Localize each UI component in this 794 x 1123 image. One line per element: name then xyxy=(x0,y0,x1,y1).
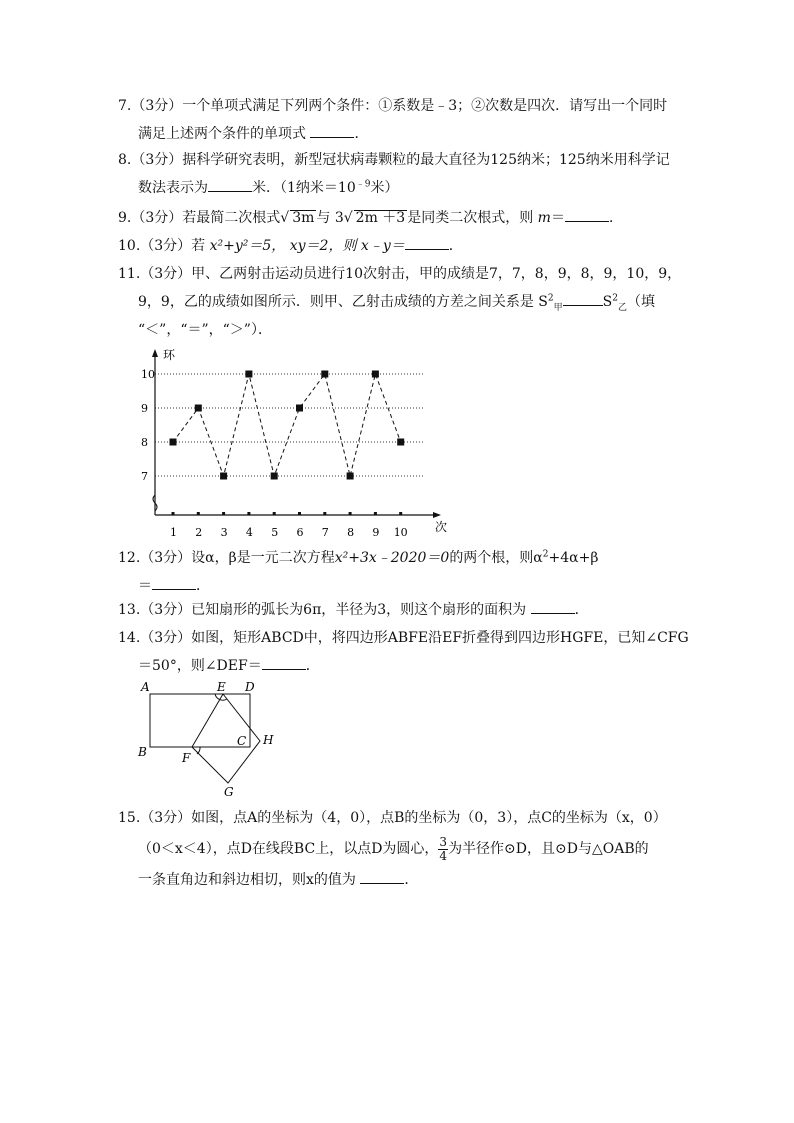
data-point-6 xyxy=(296,405,303,412)
question-12: 12.（3分）设α，β是一元二次方程x²+3x﹣2020＝0的两个根，则$\alpha^2+4\alpha+\beta$ ＝ ． xyxy=(118,549,599,594)
score-line-chart xyxy=(140,345,460,545)
label-f: F xyxy=(182,751,191,765)
x-tick-10 xyxy=(399,512,402,515)
x-tick-label-6: 6 xyxy=(296,526,304,539)
data-point-3 xyxy=(220,473,227,480)
q14-line1: 14.（3分）如图，矩形ABCD中，将四边形ABFE沿EF折叠得到四边形HGFE，已知∠CFG xyxy=(118,630,689,646)
q11-line2: 9，9，乙的成绩如图所示．则甲、乙射击成绩的方差之间关系是 $S^2_甲$ $S^2_乙$（填 xyxy=(118,288,683,316)
x-tick-5 xyxy=(273,512,276,515)
x-tick-label-7: 7 xyxy=(321,526,329,539)
x-tick-label-10: 10 xyxy=(393,526,408,539)
x-tick-7 xyxy=(323,512,326,515)
angle-mark-f xyxy=(197,747,200,754)
data-point-8 xyxy=(347,473,354,480)
question-15: 15.（3分）如图，点A的坐标为（4，0），点B的坐标为（0，3），点C的坐标为（x，0） （0＜x＜4），点D在线段BC上，以点D为圆心， $\frac{3}{4}$ 为半径作⊙D，且⊙D与△OAB的 一条直角边和斜边相切，则x的值为 ． xyxy=(118,804,683,894)
y-tick-label-7: 7 xyxy=(141,470,148,483)
q8-line1: 8.（3分）据科学研究表明，新型冠状病毒颗粒的最大直径为125纳米；125纳米用科学记 xyxy=(118,152,670,168)
question-10: 10.（3分）若 x²+y²＝5， xy＝2，则 x﹣y＝ ． xyxy=(118,232,683,260)
x-tick-3 xyxy=(222,512,225,515)
label-a: A xyxy=(141,680,150,694)
x-tick-8 xyxy=(349,512,352,515)
rectangle-abcd xyxy=(150,694,250,747)
series-line-yi xyxy=(173,374,401,476)
y-axis-label: 环 xyxy=(163,348,176,362)
fraction-three-quarters: $\frac{3}{4}$ xyxy=(439,834,448,863)
x-tick-4 xyxy=(247,512,250,515)
data-point-4 xyxy=(245,371,252,378)
y-tick-label-8: 8 xyxy=(141,436,148,449)
sqrt-sign-icon: √ xyxy=(343,210,353,226)
label-b: B xyxy=(138,745,147,759)
data-point-9 xyxy=(372,371,379,378)
q7-line2: 满足上述两个条件的单项式 ． xyxy=(118,120,683,148)
q8-line2: 数法表示为 米．（1纳米$=10^{﹣9}$米） xyxy=(118,174,683,202)
data-point-1 xyxy=(170,439,177,446)
q7-answer-blank[interactable] xyxy=(310,123,354,138)
label-d: D xyxy=(245,680,255,694)
x-axis-arrow-icon xyxy=(433,512,441,518)
x-tick-label-5: 5 xyxy=(271,526,279,539)
data-point-2 xyxy=(195,405,202,412)
x-tick-label-3: 3 xyxy=(220,526,228,539)
fold-rectangle-figure xyxy=(135,678,285,800)
x-axis-label: 次 xyxy=(435,520,448,534)
data-point-7 xyxy=(321,371,328,378)
y-axis-arrow-icon xyxy=(152,349,158,357)
x-tick-label-1: 1 xyxy=(170,526,177,539)
q7-line1: 7.（3分）一个单项式满足下列两个条件：①系数是﹣3；②次数是四次．请写出一个同时 xyxy=(118,98,668,114)
question-14: 14.（3分）如图，矩形ABCD中，将四边形ABFE沿EF折叠得到四边形HGFE，已知∠CFG ＝50°，则∠DEF＝ ． xyxy=(118,624,683,680)
question-8 xyxy=(118,146,683,202)
label-c: C xyxy=(237,734,247,748)
label-e: E xyxy=(217,680,226,694)
y-tick-label-10: 10 xyxy=(141,368,155,381)
y-tick-label-9: 9 xyxy=(141,402,148,415)
x-tick-9 xyxy=(374,512,377,515)
q8-answer-blank[interactable] xyxy=(208,177,252,192)
q15-answer-blank[interactable] xyxy=(360,869,404,884)
question-9: 9.（3分）若最简二次根式√ 3m 与 3√ 2m ＋3 是同类二次根式，则 m＝ ． xyxy=(118,204,683,232)
x-tick-6 xyxy=(298,512,301,515)
x-tick-label-9: 9 xyxy=(372,526,380,539)
q11-answer-blank[interactable] xyxy=(563,291,603,306)
x-tick-label-4: 4 xyxy=(245,526,253,539)
x-tick-2 xyxy=(197,512,200,515)
label-g: G xyxy=(224,785,234,799)
sqrt-sign-icon: √ xyxy=(280,210,290,226)
question-11 xyxy=(118,260,683,344)
x-tick-label-2: 2 xyxy=(195,526,203,539)
q12-answer-blank[interactable] xyxy=(152,575,196,590)
q14-answer-blank[interactable] xyxy=(262,655,306,670)
q10-answer-blank[interactable] xyxy=(405,235,449,250)
q11-line1: 11.（3分）甲、乙两射击运动员进行10次射击，甲的成绩是7，7，8，9，8，9，10，9， xyxy=(118,266,682,282)
data-point-10 xyxy=(397,439,404,446)
question-7 xyxy=(118,92,683,148)
q15-line1: 15.（3分）如图，点A的坐标为（4，0），点B的坐标为（0，3），点C的坐标为（x，0） xyxy=(118,810,667,826)
q9-answer-blank[interactable] xyxy=(565,207,609,222)
data-point-5 xyxy=(271,473,278,480)
x-tick-label-8: 8 xyxy=(347,526,355,539)
label-h: H xyxy=(263,733,274,747)
question-13: 13.（3分）已知扇形的弧长为6π，半径为3，则这个扇形的面积为 ． xyxy=(118,596,683,624)
x-tick-1 xyxy=(172,512,175,515)
q11-line3: “＜”，“＝”，“＞”）． xyxy=(138,322,272,338)
q13-answer-blank[interactable] xyxy=(531,599,575,614)
